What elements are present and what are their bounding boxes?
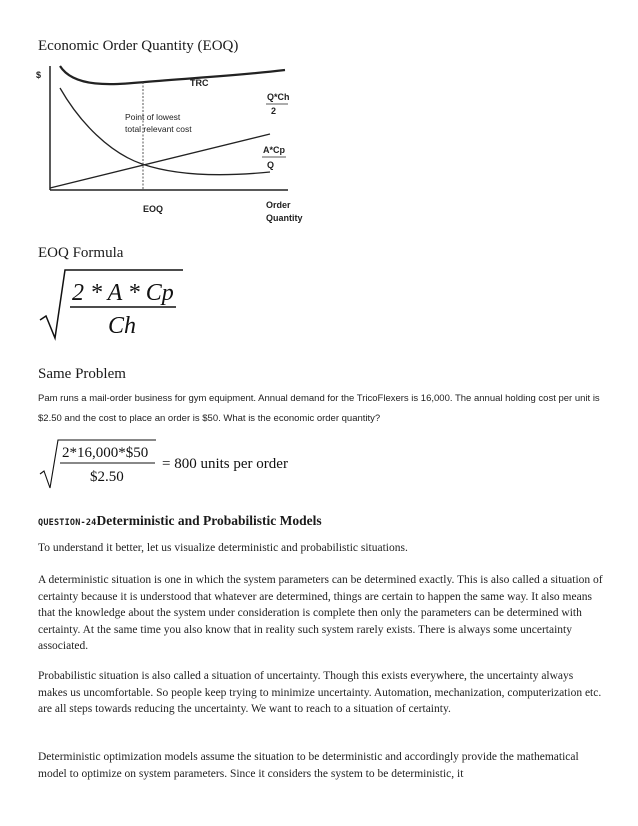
- eoq-formula: [38, 266, 188, 344]
- question-heading: [38, 512, 322, 530]
- trc-curve: [60, 66, 285, 84]
- paragraph: A deterministic situation is one in which the system parameters can be determined exactly. This is also called a situation of certainty because it is understood that whatever are determined, things are certain to happen the same way. It also means that the knowledge about the system under consideration is complete then only the parameters can be determined with certainty. At the same time you also know that in reality such system rarely exists. There is always some uncertainty associated.: [38, 574, 603, 652]
- calc-denominator: $2.50: [90, 469, 124, 485]
- holding-label-top: Q*Ch: [267, 92, 290, 102]
- y-axis-label: $: [36, 70, 42, 80]
- eoq-chart: [30, 58, 320, 228]
- eoq-marker-label: EOQ: [143, 204, 164, 214]
- holding-label-bottom: 2: [271, 106, 277, 116]
- x-axis-label-1: Order: [266, 200, 291, 210]
- ordering-label-bottom: Q: [267, 160, 275, 170]
- calc-numerator: 2*16,000*$50: [62, 445, 149, 461]
- annotation-line-2: total relevant cost: [125, 124, 192, 134]
- formula-numerator: 2 * A * Cp: [72, 280, 174, 306]
- question-tag: QUESTION-24: [38, 518, 97, 528]
- x-axis-label-2: Quantity: [266, 213, 303, 223]
- formula-denominator: Ch: [108, 313, 137, 339]
- problem-heading: Same Problem: [38, 366, 126, 382]
- annotation-line-1: Point of lowest: [125, 112, 181, 122]
- ordering-label-top: A*Cp: [263, 145, 285, 155]
- eoq-calculation: [38, 436, 368, 492]
- problem-text: Pam runs a mail-order business for gym equipment. Annual demand for the TricoFlexers is 16,000. The annual holding cost per unit is $2.50 and the cost to place an order is $50. What is the economic order quantity?: [38, 393, 600, 424]
- paragraph: Probabilistic situation is also called a situation of uncertainty. Though this exists everywhere, the uncertainty always makes us uncomfortable. So people keep trying to minimize uncertainty. Automation, mechanization, computerization etc. are all steps towards reducing the uncertainty. We want to reach to a situation of certainty.: [38, 670, 602, 715]
- paragraph: To understand it better, let us visualize deterministic and probabilistic situations.: [38, 542, 408, 554]
- paragraph: Deterministic optimization models assume the situation to be deterministic and accordingly provide the mathematical model to optimize on system parameters. Since it considers the system to be deterministic, it: [38, 751, 579, 780]
- formula-heading: EOQ Formula: [38, 245, 124, 261]
- question-title: Deterministic and Probabilistic Models: [96, 513, 322, 528]
- calc-result: = 800 units per order: [162, 456, 288, 472]
- holding-cost-line: [50, 134, 270, 188]
- trc-label: TRC: [190, 78, 209, 88]
- eoq-heading: Economic Order Quantity (EOQ): [38, 38, 239, 54]
